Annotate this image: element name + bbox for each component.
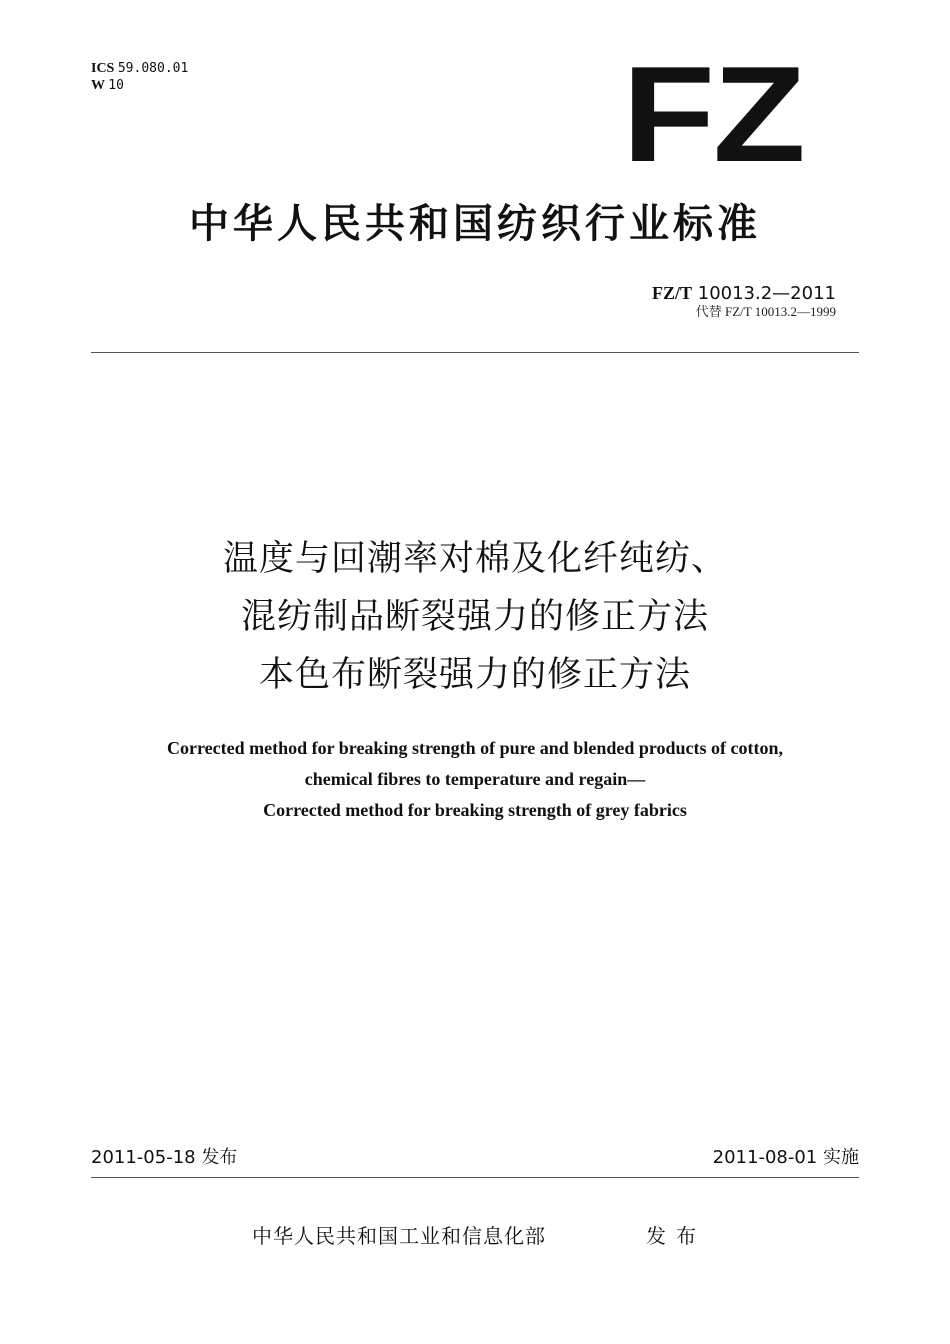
ics-line (91, 60, 188, 77)
chinese-title-line-2: 混纺制品断裂强力的修正方法 (240, 597, 709, 637)
replaces-standard: 代替 FZ/T 10013.2—1999 (695, 304, 836, 319)
english-title (0, 733, 950, 826)
chinese-title (0, 530, 950, 704)
ccs-label: W (91, 78, 105, 93)
issue-date: 2011-05-18 发布 (91, 1147, 238, 1168)
ccs-line (91, 77, 188, 94)
bottom-divider (91, 1177, 859, 1178)
english-title-line-2: chemical fibres to temperature and regain— (304, 769, 646, 789)
chinese-title-line-1: 温度与回潮率对棉及化纤纯纺、 (222, 539, 727, 579)
implementation-date: 2011-08-01 实施 (712, 1147, 859, 1168)
english-title-line-1: Corrected method for breaking strength of pure and blended products of cotton, (166, 738, 784, 758)
english-title-line-3: Corrected method for breaking strength of grey fabrics (263, 800, 687, 820)
standard-number (652, 282, 836, 305)
ics-code: 59.080.01 (117, 61, 189, 76)
classification-codes (91, 60, 188, 94)
fz-logo: FZ (622, 38, 804, 190)
standard-code: 10013.2—2011 (697, 283, 836, 304)
publish-label: 发布 (646, 1224, 706, 1248)
chinese-title-line-3: 本色布断裂强力的修正方法 (258, 655, 691, 695)
top-divider (91, 352, 859, 353)
standard-category-title: 中华人民共和国纺织行业标准 (189, 201, 761, 247)
standard-prefix: FZ/T (652, 283, 693, 303)
ics-label: ICS (91, 61, 115, 76)
ccs-code: 10 (108, 78, 124, 93)
publisher-name: 中华人民共和国工业和信息化部 (252, 1224, 546, 1248)
